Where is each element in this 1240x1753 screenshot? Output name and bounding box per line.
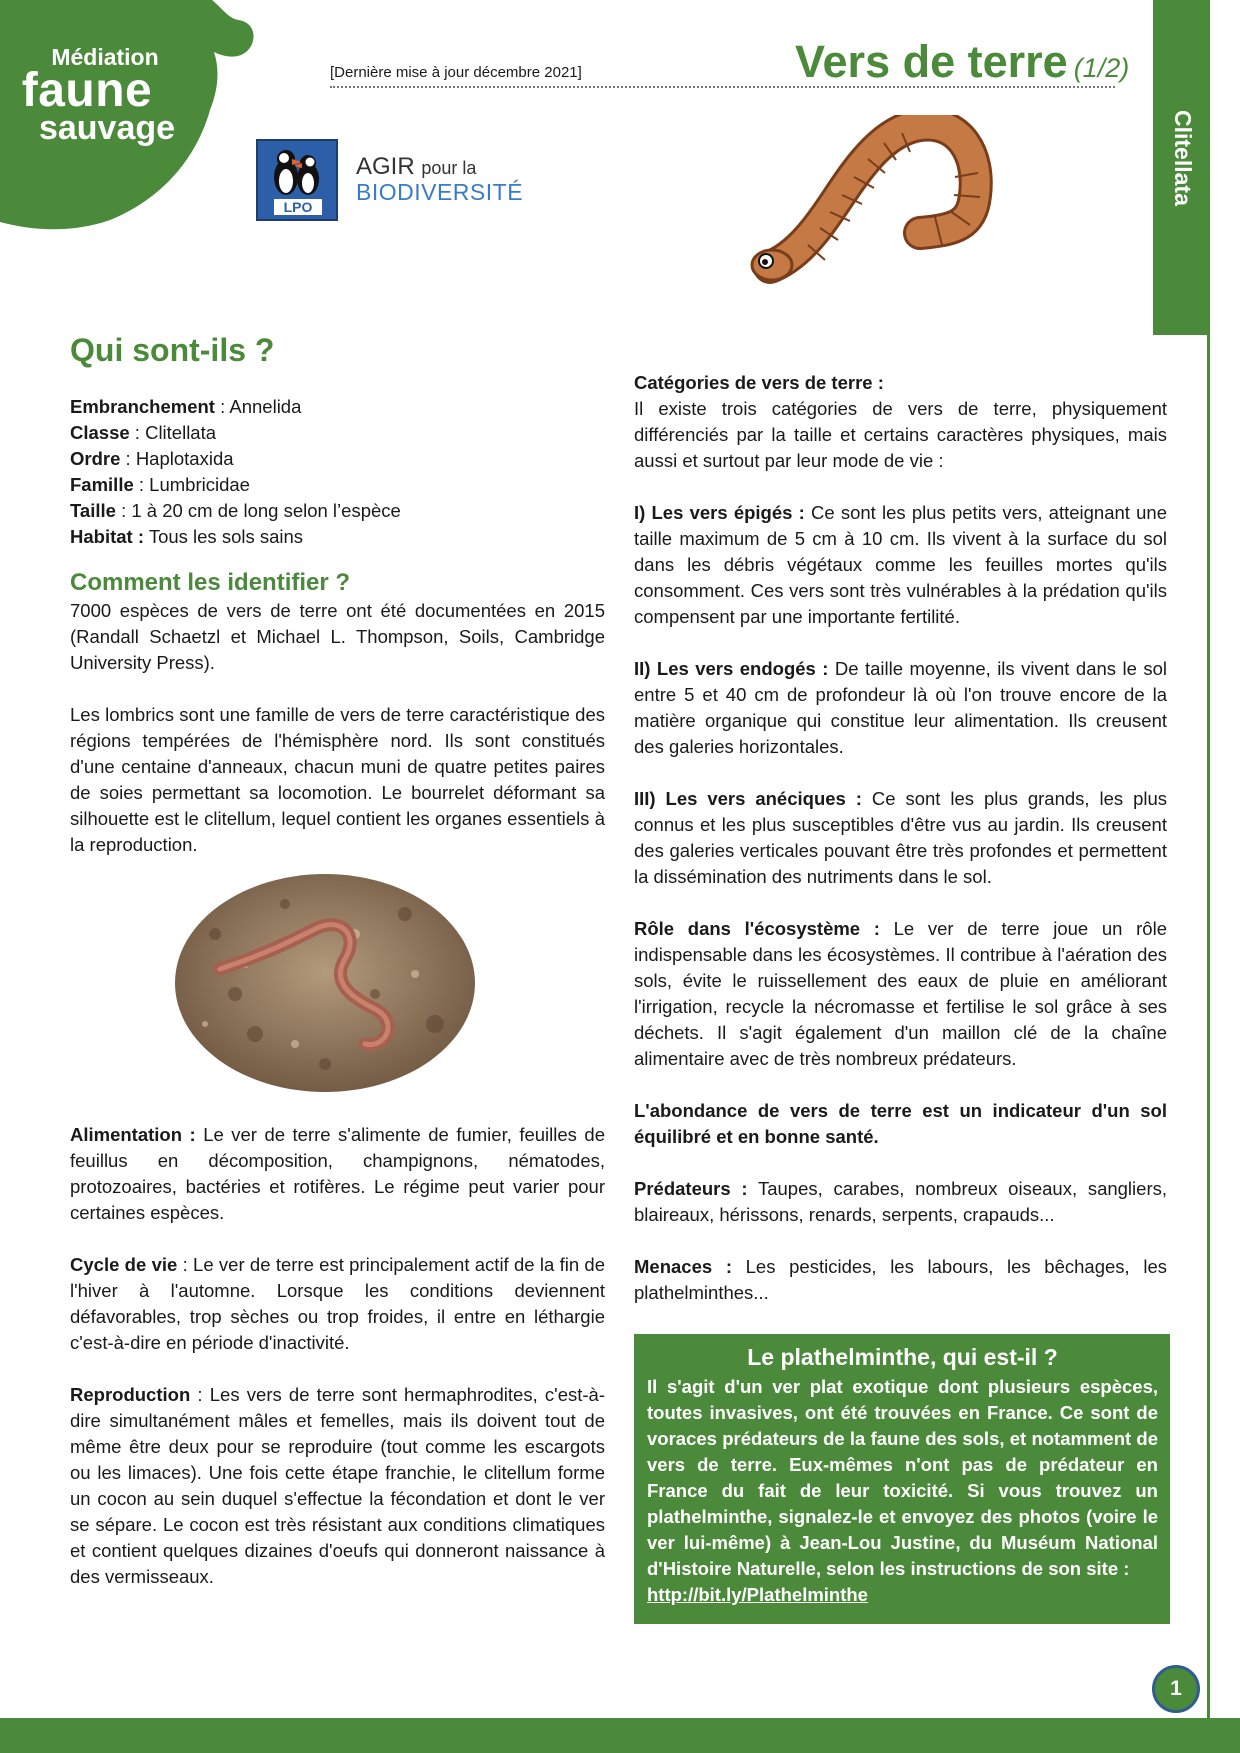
section-heading-identifier: Comment les identifier ? (70, 569, 351, 596)
cycle-paragraph (70, 1252, 605, 1356)
logo-line-mediation: Médiation (51, 44, 159, 70)
fact-sep: : (115, 500, 132, 521)
fact-label: Embranchement (70, 396, 215, 417)
fact-value: 1 à 20 cm de long selon l’espèce (131, 500, 401, 521)
agir-word: AGIR (356, 153, 415, 180)
title-text: Vers de terre (795, 36, 1068, 87)
lpo-logo (256, 139, 338, 221)
fact-value: Haplotaxida (135, 448, 234, 469)
fact-row (70, 498, 605, 524)
categories-label (634, 370, 1167, 396)
alimentation-label: Alimentation : (70, 1124, 196, 1145)
fact-label: Famille (70, 474, 134, 495)
epiges-label: I) Les vers épigés : (634, 502, 805, 523)
section-heading-qui-sont-ils: Qui sont-ils ? (70, 332, 275, 368)
alimentation-paragraph (70, 1122, 605, 1226)
role-label: Rôle dans l'écosystème : (634, 918, 880, 939)
logo-line-faune: faune (21, 64, 153, 117)
side-label-wrap (1150, 110, 1210, 330)
fact-value: Lumbricidae (149, 474, 250, 495)
fact-label: Habitat : (70, 526, 144, 547)
reproduction-paragraph (70, 1382, 605, 1590)
cycle-label: Cycle de vie (70, 1254, 178, 1275)
earthworm-photo (175, 874, 475, 1092)
info-box-body: Il s'agit d'un ver plat exotique dont plusieurs espèces, toutes invasives, ont été trouvées en France. Ce sont de voraces prédateurs de la faune des sols, et notamment de vers de terre. Eux-mêmes n'ont pas de prédateur en France du fait de leur toxicité. Si vous trouvez un plathelminthe, signalez-le et envoyez des photos (voire le ver lui-même) à Jean-Lou Justine, du Muséum National d'Histoire Naturelle, selon les instructions de son site : (647, 1376, 1158, 1579)
fact-sep: : (129, 422, 146, 443)
fact-row (70, 524, 605, 550)
fact-row (70, 420, 605, 446)
fact-row (70, 394, 605, 420)
categories-intro: Il existe trois catégories de vers de terre, physiquement différenciés par la taille et certains caractères physiques, mais aussi et surtout par leur mode de vie : (634, 398, 1167, 471)
left-column (70, 330, 605, 1590)
aneciques-label: III) Les vers anéciques : (634, 788, 862, 809)
fact-sep: : (133, 474, 150, 495)
title-part: (1/2) (1073, 53, 1130, 83)
abondance-paragraph (634, 1098, 1167, 1150)
endoges-label: II) Les vers endogés : (634, 658, 829, 679)
cycle-text: : Le ver de terre est principalement actif de la fin de l'hiver à l'automne. Lorsque les conditions deviennent défavorables, trop sèches ou trop froides, il entre en léthargie c'est-à-dire en période d'inactivité. (70, 1254, 606, 1353)
fact-label: Classe (70, 422, 130, 443)
menaces-text: Les pesticides, les labours, les bêchages, les plathelminthes... (634, 1256, 1167, 1303)
fact-row (70, 472, 605, 498)
fact-sep: : (120, 448, 136, 469)
categories-label-text: Catégories de vers de terre : (634, 372, 884, 393)
info-box-title: Le plathelminthe, qui est-il ? (747, 1344, 1058, 1370)
fact-label: Ordre (70, 448, 121, 469)
side-label: Clitellata (1170, 110, 1196, 206)
logo-line-sauvage: sauvage (38, 109, 176, 147)
endoges-text: De taille moyenne, ils vivent dans le sol entre 5 et 40 cm de profondeur là où l'on trouve encore de la matière organique qui constitue leur alimentation. Ils creusent des galeries horizontales. (634, 658, 1167, 757)
role-text: Le ver de terre joue un rôle indispensable dans les écosystèmes. Il contribue à l'aération des sols, évite le ruissellement des eaux de pluie en améliorant l'irrigation, recycle la nécromasse et fertilise le sol grâce à ses déchets. Il s'agit également d'un maillon clé de la chaîne alimentaire avec de très nombreux prédateurs. (634, 918, 1167, 1069)
info-box-text (647, 1374, 1158, 1608)
epiges-text: Ce sont les plus petits vers, atteignant une taille maximum de 5 cm à 10 cm. Ils vivent à la surface du sol dans les débris végétaux comme les feuilles mortes qu'ils consomment. Ces vers sont très vulnérables à la prédation qu'ils compensent par une importante fertilité. (634, 502, 1167, 627)
identify-paragraph-2: Les lombrics sont une famille de vers de terre caractéristique des régions tempérées de l'hémisphère nord. Ils sont constitués d'une centaine d'anneaux, chacun muni de quatre petites paires de soies permettant sa locomotion. Le bourrelet déformant sa silhouette est le clitellum, lequel contient les organes essentiels à la reproduction. (70, 704, 605, 855)
footer-bar (0, 1718, 1240, 1753)
fact-value: Clitellata (145, 422, 217, 443)
facts-list (70, 394, 605, 550)
plathelminthe-info-box (634, 1334, 1170, 1624)
fact-row (70, 446, 605, 472)
logo-text (10, 46, 180, 145)
fact-value: Tous les sols sains (148, 526, 304, 547)
fact-label: Taille (70, 500, 116, 521)
menaces-paragraph (634, 1254, 1167, 1306)
epiges-paragraph (634, 500, 1167, 630)
identify-paragraph-1: 7000 espèces de vers de terre ont été documentées en 2015 (Randall Schaetzl et Michael L. Thompson, Soils, Cambridge University Press). (70, 600, 605, 673)
right-column (634, 370, 1167, 1306)
fact-value: Annelida (229, 396, 302, 417)
reproduction-label: Reproduction (70, 1384, 191, 1405)
abondance-text: L'abondance de vers de terre est un indicateur d'un sol équilibré et en bonne santé. (634, 1100, 1167, 1147)
predateurs-text: Taupes, carabes, nombreux oiseaux, sangliers, blaireaux, hérissons, renards, serpents, crapauds... (634, 1178, 1167, 1225)
agir-logo-text (356, 155, 523, 204)
lpo-label: LPO (274, 199, 322, 215)
page-number: 1 (1152, 1665, 1200, 1713)
page-title (795, 36, 1129, 88)
worm-photo-wrap (70, 864, 605, 1114)
aneciques-text: Ce sont les plus grands, les plus connus et les plus susceptibles d'être vus au jardin. Ils creusent des galeries verticales pouvant être très profondes et permettent la dissémination des nutriments dans le sol. (634, 788, 1168, 887)
agir-biodiversite: BIODIVERSITÉ (356, 179, 524, 205)
menaces-label: Menaces : (634, 1256, 732, 1277)
predateurs-paragraph (634, 1176, 1167, 1228)
puffin-icon (258, 143, 336, 203)
cartoon-worm-icon (730, 115, 1000, 285)
role-paragraph (634, 916, 1167, 1072)
plathelminthe-link[interactable]: http://bit.ly/Plathelminthe (647, 1584, 868, 1605)
fact-sep: : (214, 396, 230, 417)
alimentation-text: Le ver de terre s'alimente de fumier, feuilles de feuillus en décomposition, champignons, nématodes, protozoaires, bactéries et rotifères. Le régime peut varier pour certaines espèces. (70, 1124, 605, 1223)
aneciques-paragraph (634, 786, 1167, 890)
right-border-line (1207, 0, 1210, 1753)
reproduction-text: : Les vers de terre sont hermaphrodites, c'est-à-dire simultanément mâles et femelles, mais ils doivent tout de même être deux pour se reproduire (tout comme les escargots ou les limaces). Une fois cette étape franchie, le clitellum forme un cocon au sein duquel s'effectue la fécondation et dont le ver se sépare. Le cocon est très résistant aux conditions climatiques et contient quelques dizaines d'oeufs qui donneront naissance à des vermisseaux. (70, 1384, 605, 1587)
predateurs-label: Prédateurs : (634, 1178, 748, 1199)
endoges-paragraph (634, 656, 1167, 760)
update-date: [Dernière mise à jour décembre 2021] (330, 64, 582, 81)
agir-pour-la: pour la (421, 158, 477, 178)
